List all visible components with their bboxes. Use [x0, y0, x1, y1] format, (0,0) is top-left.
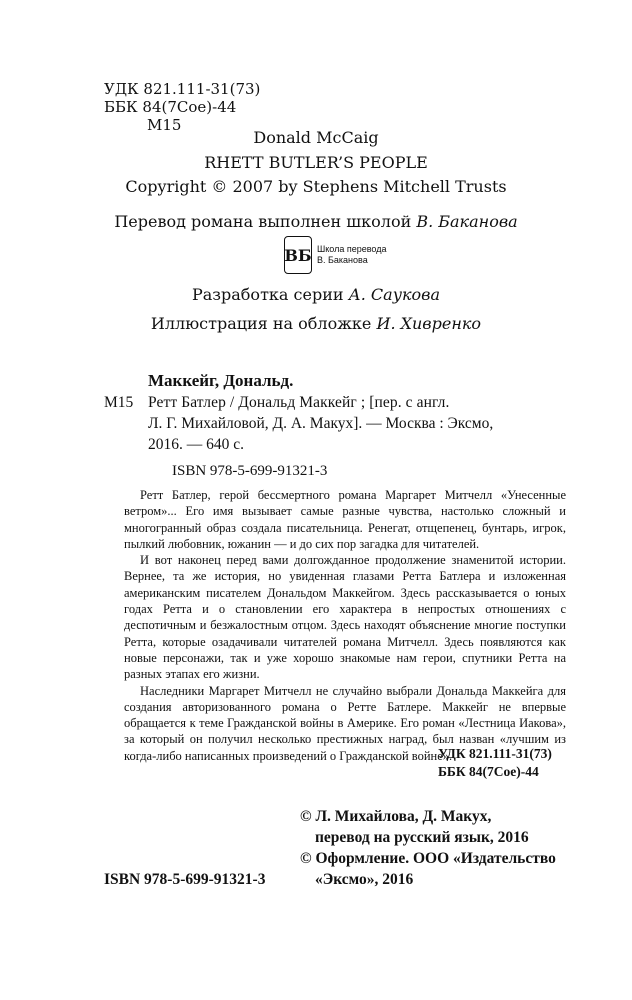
- udk-code: УДК 821.111-31(73): [104, 80, 261, 98]
- catalog-isbn: ISBN 978-5-699-91321-3: [172, 463, 328, 479]
- illustration-credit: [0, 314, 632, 333]
- illustration-name: И. Хивренко: [376, 314, 482, 333]
- original-title: RHETT BUTLER’S PEOPLE: [204, 153, 428, 172]
- annotation: [124, 487, 566, 764]
- series-name: А. Саукова: [348, 285, 441, 304]
- translation-prefix: Перевод романа выполнен школой: [114, 212, 417, 231]
- catalog-line-3: 2016. — 640 с.: [148, 436, 245, 453]
- copyright-translation-line-2: перевод на русский язык, 2016: [315, 829, 529, 846]
- illustration-prefix: Иллюстрация на обложке: [150, 314, 377, 333]
- catalog-line-2: Л. Г. Михайловой, Д. А. Макух]. — Москва : Эксмо,: [148, 415, 494, 432]
- original-copyright: Copyright © 2007 by Stephens Mitchell Trusts: [125, 177, 507, 196]
- vb-logo-icon: ВБ: [284, 236, 312, 274]
- translation-school-logo: [284, 236, 387, 276]
- catalog-mark: М15: [104, 394, 134, 411]
- series-prefix: Разработка серии: [191, 285, 349, 304]
- original-author: Donald McCaig: [253, 128, 379, 147]
- logo-line-1: Школа перевода: [317, 244, 387, 254]
- copyright-translation-line-1: © Л. Михайлова, Д. Макух,: [300, 808, 492, 825]
- translation-name: В. Баканова: [416, 212, 518, 231]
- bottom-udk-code: УДК 821.111-31(73): [438, 746, 552, 761]
- translation-credit: [0, 212, 632, 231]
- annotation-paragraph-2: И вот наконец перед вами долгожданное продолжение знаменитой истории. Вернее, та же история, но увиденная глазами Ретта Батлера и изложенная американским писателем Дональдом Маккейгом. Здесь рассказывается о юных годах Ретта и о становлении его характера в непростых отношениях с деспотичным и безжалостным отцом. Здесь находят объяснение многие поступки Ретта, которые озадачивали читателей романа Митчелл. Здесь появляются как новые персонажи, так и уже хорошо знакомые нам герои, спутники Ретта на разных этапах его жизни.: [124, 553, 566, 682]
- logo-line-2: В. Баканова: [317, 255, 368, 265]
- author-mark: М15: [147, 116, 182, 134]
- copyright-design-line-1: © Оформление. ООО «Издательство: [300, 850, 556, 867]
- series-credit: [0, 285, 632, 304]
- annotation-paragraph-1: Ретт Батлер, герой бессмертного романа Маргарет Митчелл «Унесенные ветром»... Его имя вызывает самые разные чувства, настолько сложный и многогранный образ создала писательница. Ренегат, отщепенец, бунтарь, игрок, пылкий любовник, южанин — и до сих пор загадка для читателей.: [124, 488, 566, 551]
- imprint-isbn: ISBN 978-5-699-91321-3: [104, 871, 266, 888]
- catalog-line-1: Ретт Батлер / Дональд Маккейг ; [пер. с англ.: [148, 394, 450, 411]
- bbk-code: ББК 84(7Сое)-44: [104, 98, 237, 116]
- catalog-heading: Маккейг, Дональд.: [148, 371, 294, 390]
- annotation-paragraph-3: Наследники Маргарет Митчелл не случайно выбрали Дональда Маккейга для создания авторизованного романа о Ретте Батлере. Маккейг не впервые обращается к теме Гражданской войны в Америке. Его роман «Лестница Иакова», за который он получил несколько престижных наград, был назван «лучшим из когда-либо написанных произведений о Гражданской войне».: [124, 683, 566, 763]
- logo-caption: [317, 244, 387, 266]
- copyright-design-line-2: «Эксмо», 2016: [315, 871, 414, 888]
- bottom-bbk-code: ББК 84(7Сое)-44: [438, 764, 539, 779]
